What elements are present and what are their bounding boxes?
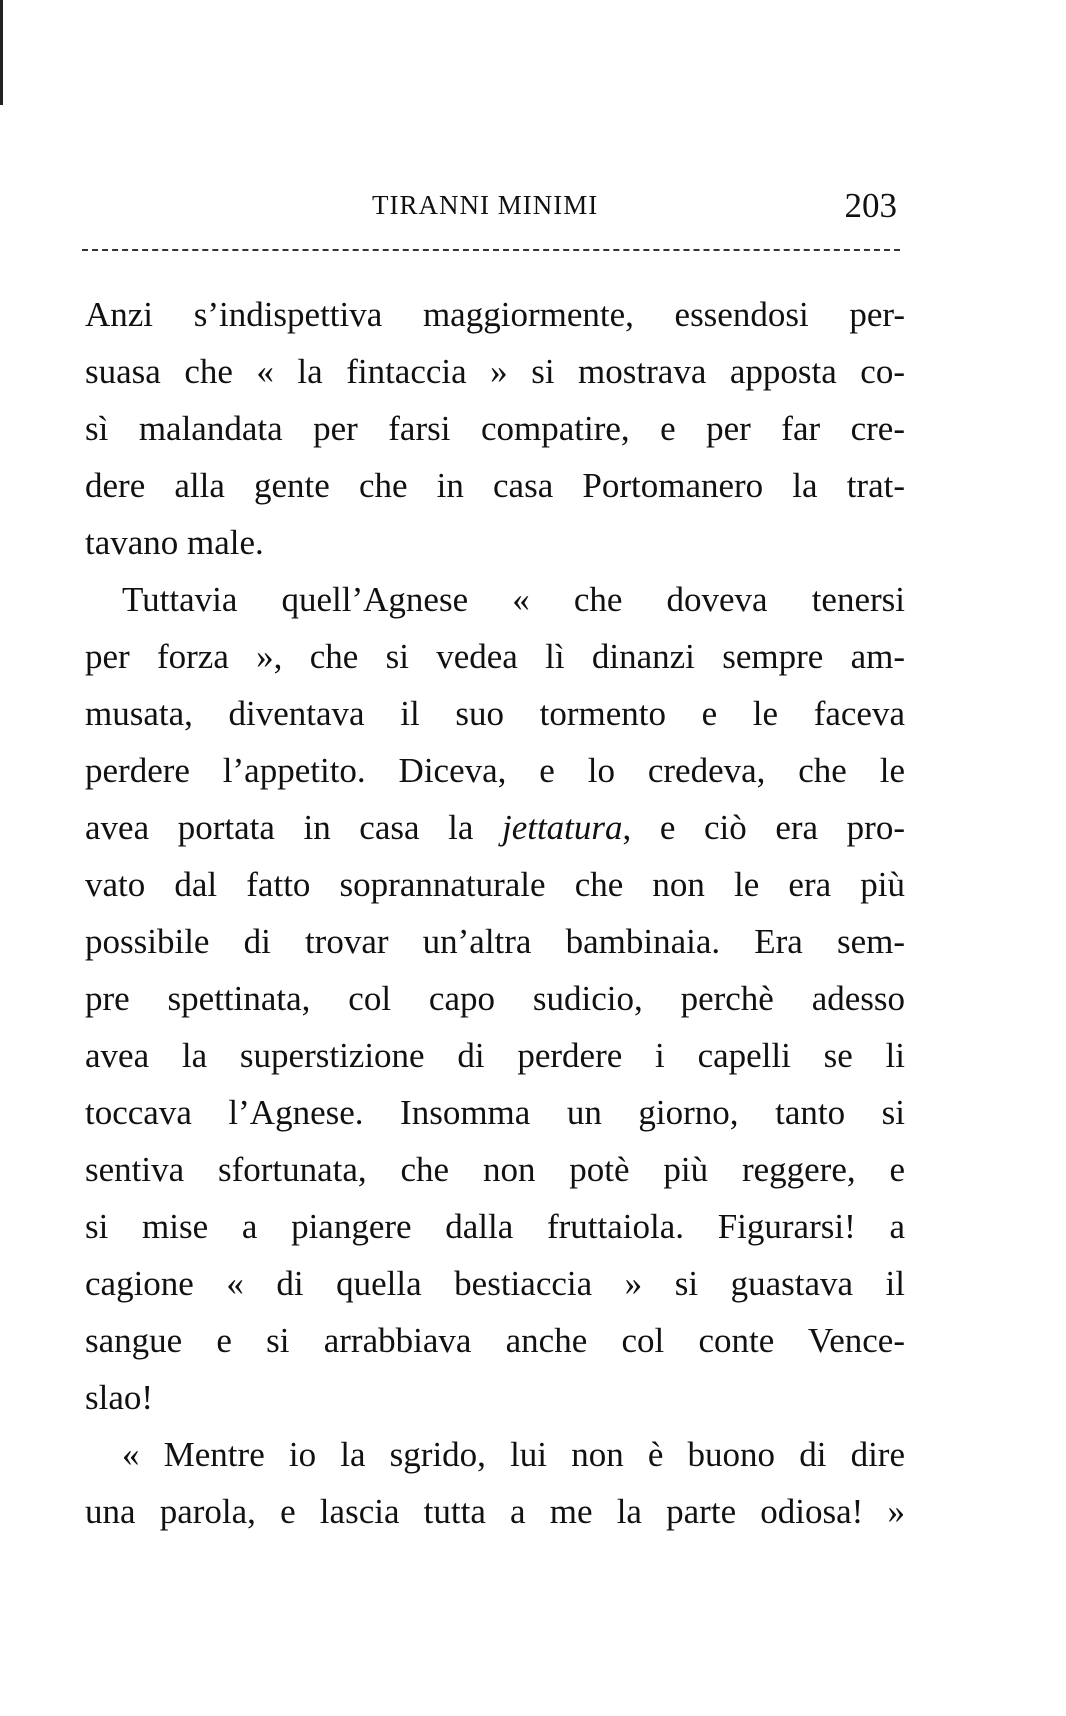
text-line: pre spettinata, col capo sudicio, perchè adesso (85, 979, 905, 1018)
text-line: perdere l’appetito. Diceva, e lo credeva, che le (85, 751, 905, 790)
text-line: possibile di trovar un’altra bambinaia. Era sem- (85, 922, 905, 961)
text-line: avea la superstizione di perdere i capelli se li (85, 1036, 905, 1075)
text-line: una parola, e lascia tutta a me la parte odiosa! » (85, 1492, 905, 1531)
text-line: vato dal fatto soprannaturale che non le era più (85, 865, 905, 904)
text-line: sì malandata per farsi compatire, e per far cre- (85, 409, 905, 448)
text-segment: , e ciò era pro- (622, 808, 905, 847)
running-header (85, 186, 897, 230)
text-line: cagione « di quella bestiaccia » si guastava il (85, 1264, 905, 1303)
text-line: si mise a piangere dalla fruttaiola. Figurarsi! a (85, 1207, 905, 1246)
text-line: toccava l’Agnese. Insomma un giorno, tanto si (85, 1093, 905, 1132)
text-line: Anzi s’indispettiva maggiormente, essendosi per- (85, 295, 905, 334)
text-line: tavano male. (85, 523, 264, 562)
italic-word: jettatura (501, 808, 623, 847)
page-number: 203 (844, 186, 897, 225)
text-line: dere alla gente che in casa Portomanero la trat- (85, 466, 905, 505)
text-line: suasa che « la fintaccia » si mostrava apposta co- (85, 352, 905, 391)
text-segment: avea portata in casa la (85, 808, 502, 847)
text-line: sentiva sfortunata, che non potè più reggere, e (85, 1150, 905, 1189)
text-line: musata, diventava il suo tormento e le faceva (85, 694, 905, 733)
body-text (85, 286, 905, 1540)
text-line (85, 799, 905, 856)
text-line: slao! (85, 1378, 154, 1417)
scan-edge-mark (0, 0, 3, 105)
running-title: TIRANNI MINIMI (372, 190, 599, 220)
header-rule (82, 249, 900, 251)
text-line: Tuttavia quell’Agnese « che doveva tenersi (122, 580, 905, 619)
text-line: per forza », che si vedea lì dinanzi sempre am- (85, 637, 905, 676)
text-line: « Mentre io la sgrido, lui non è buono di dire (122, 1435, 905, 1474)
text-line: sangue e si arrabbiava anche col conte Vence- (85, 1321, 905, 1360)
